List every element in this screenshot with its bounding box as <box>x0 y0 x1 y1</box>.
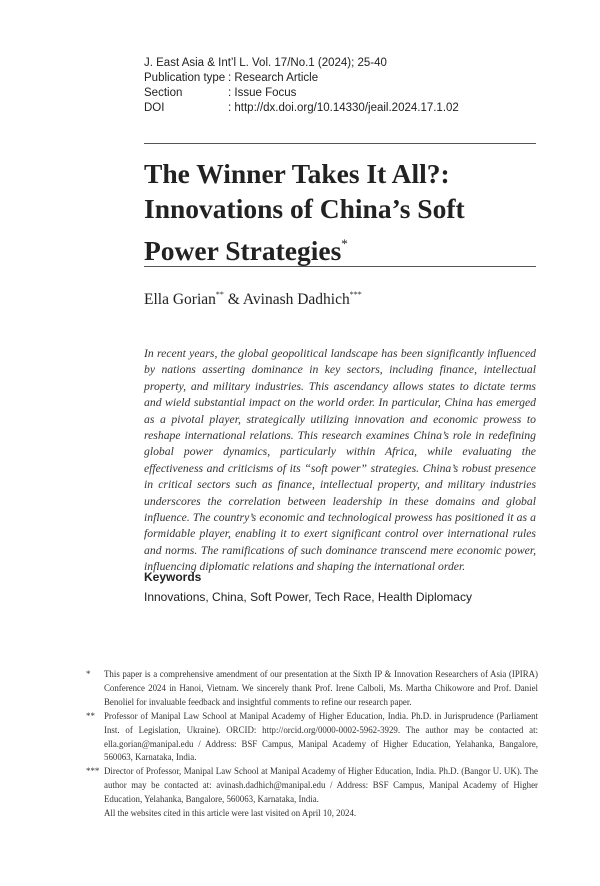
footnote-mark: * <box>86 669 91 679</box>
footnote-text: Director of Professor, Manipal Law School at Manipal Academy of Higher Education, India. Ph.D. (Bangor U. UK). The author may be contacted at: avinash.dadhich@manipal.edu / Address: BSF Campus, Manipal Academy of Higher Education, Yelahanka, Bangalore, 560063, Karnataka, India. <box>104 766 538 805</box>
keywords-list: Innovations, China, Soft Power, Tech Race, Health Diplomacy <box>144 590 472 604</box>
footnotes <box>86 668 538 821</box>
footnote-mark: *** <box>86 766 100 777</box>
meta-label: DOI <box>144 102 165 114</box>
meta-row-section <box>144 86 459 101</box>
article-title <box>144 156 536 268</box>
author-name: Ella Gorian <box>144 291 216 308</box>
meta-row-doi <box>144 101 459 116</box>
author-separator: & <box>223 291 243 308</box>
title-top-rule <box>144 143 536 144</box>
meta-row-publication-type <box>144 71 459 86</box>
meta-value: : Issue Focus <box>228 87 297 99</box>
footnote <box>86 765 538 807</box>
author-name: Avinash Dadhich <box>242 291 350 308</box>
article-meta <box>144 56 459 116</box>
title-footnote-mark: * <box>341 236 348 251</box>
meta-value: : Research Article <box>228 72 319 84</box>
footnote-mark: ** <box>86 710 95 721</box>
footnote-note: All the websites cited in this article were last visited on April 10, 2024. <box>104 808 357 819</box>
journal-citation: J. East Asia & Int’l L. Vol. 17/No.1 (2024); 25-40 <box>144 57 387 69</box>
author-line <box>144 290 362 309</box>
meta-label: Publication type <box>144 72 226 84</box>
doi-link[interactable]: : http://dx.doi.org/10.14330/jeail.2024.17.1.02 <box>228 102 459 114</box>
meta-label: Section <box>144 87 183 99</box>
footnote <box>86 710 538 766</box>
abstract: In recent years, the global geopolitical landscape has been significantly influenced by nations asserting dominance in key sectors, including finance, intellectual property, and military industries. This ascendancy allows states to dictate terms and wield substantial impact on the world order. In particular, China has emerged as a pivotal player, strategically utilizing innovation and economic prowess to reshape international relations. This research examines China’s role in redefining global power dynamics, particularly within Africa, while evaluating the effectiveness and criticisms of its “soft power” strategies. China’s robust presence in critical sectors such as finance, intellectual property, and military industries underscores the correlation between leadership in these domains and global influence. The country’s economic and technological prowess has positioned it as a formidable player, enabling it to exert significant control over international rules and norms. The ramifications of such dominance transcend mere economic power, influencing diplomatic relations and shaping the international order. <box>144 347 536 574</box>
author-footnote-mark: ** <box>215 290 224 299</box>
keywords-heading: Keywords <box>144 570 202 584</box>
footnote-text: This paper is a comprehensive amendment of our presentation at the Sixth IP & Innovation Researchers of Asia (IPIRA) Conference 2024 in Hanoi, Vietnam. We sincerely thank Prof. Irene Calboli, Ms. Martha Chikowore and Prof. Daniel Benoliel for invaluable feedback and insightful comments to refine our research paper. <box>104 669 538 707</box>
title-bottom-rule <box>144 266 536 267</box>
author-footnote-mark: *** <box>349 290 362 299</box>
footnote-text: Professor of Manipal Law School at Manipal Academy of Higher Education, India. Ph.D. in Jurisprudence (Parliament Inst. of Legislation, Ukraine). ORCID: http://orcid.org/0000-0002-5962-3929. The author may be contacted at: ella.gorian@manipal.edu / Address: BSF Campus, Manipal Academy of Higher Education, Yelahanka, Bangalore, 560063, Karnataka, India. <box>104 710 538 763</box>
title-text: The Winner Takes It All?: Innovations of China’s Soft Power Strategies <box>144 158 465 266</box>
footnote <box>86 668 538 710</box>
